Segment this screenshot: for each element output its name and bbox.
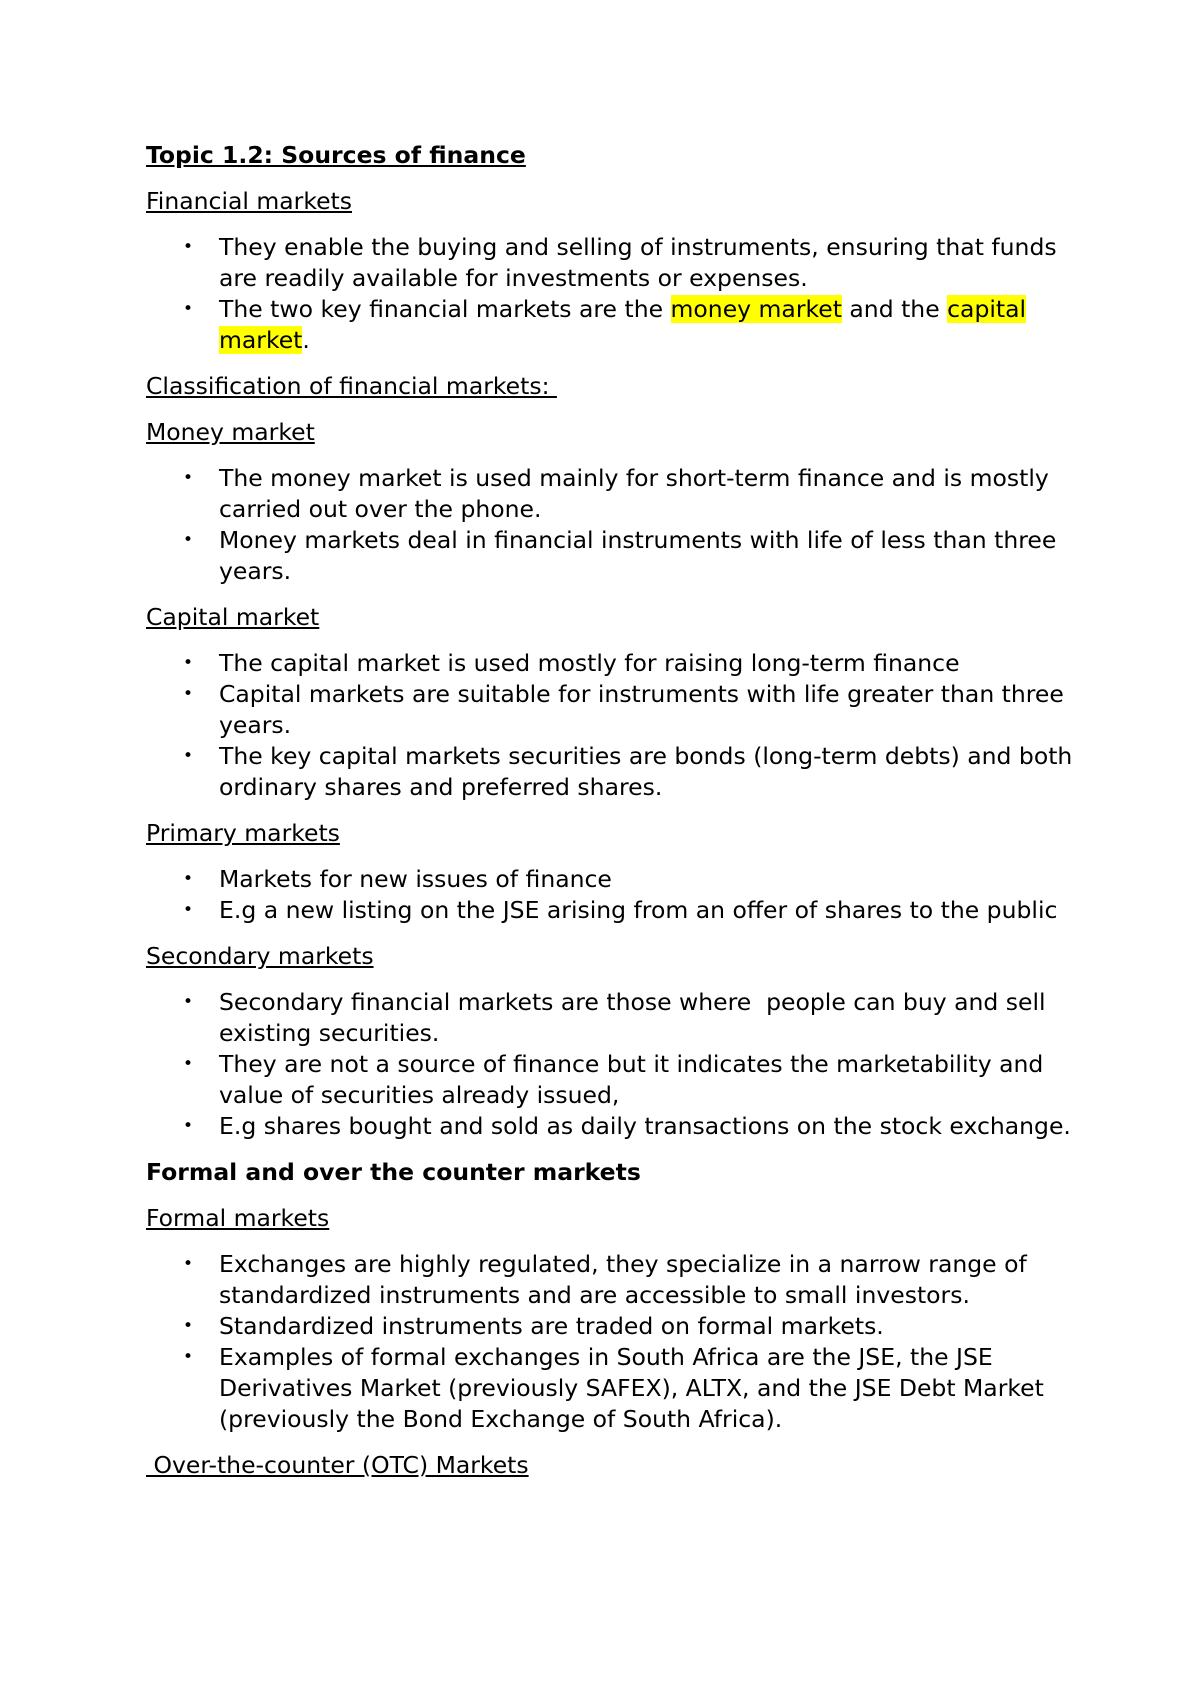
bullet-icon: • <box>183 530 194 550</box>
bullet-list-primary-markets <box>146 864 1076 926</box>
bullet-icon: • <box>183 1116 194 1136</box>
bullet-icon: • <box>183 1347 194 1367</box>
heading-primary-markets: Primary markets <box>146 819 340 847</box>
document-page <box>146 140 1076 1496</box>
heading-formal-otc: Formal and over the counter markets <box>146 1158 641 1186</box>
list-item: • Money markets deal in financial instruments with life of less than three years. <box>183 526 1057 585</box>
bullet-icon: • <box>183 1254 194 1274</box>
list-item: • Secondary financial markets are those where people can buy and sell existing securities. <box>183 988 1054 1047</box>
list-item: • Examples of formal exchanges in South Africa are the JSE, the JSE Derivatives Market (previously SAFEX), ALTX, and the JSE Debt Market (previously the Bond Exchange of South Africa). <box>183 1343 1044 1433</box>
bullet-list-money-market <box>146 463 1076 587</box>
bullet-icon: • <box>183 237 194 257</box>
bullet-list-formal-markets <box>146 1249 1076 1435</box>
highlight-money-market: money market <box>670 295 842 323</box>
bullet-icon: • <box>183 746 194 766</box>
list-item: • Exchanges are highly regulated, they specialize in a narrow range of standardized instruments and are accessible to small investors. <box>183 1250 1027 1309</box>
list-item: • The key capital markets securities are bonds (long-term debts) and both ordinary shares and preferred shares. <box>183 742 1073 801</box>
bullet-list-financial-markets <box>146 232 1076 356</box>
bullet-icon: • <box>183 1054 194 1074</box>
bullet-icon: • <box>183 900 194 920</box>
bullet-icon: • <box>183 684 194 704</box>
list-item: • Markets for new issues of finance <box>183 865 612 893</box>
bullet-list-capital-market <box>146 648 1076 803</box>
heading-money-market: Money market <box>146 418 315 446</box>
list-item: • E.g a new listing on the JSE arising from an offer of shares to the public <box>183 896 1058 924</box>
heading-formal-markets: Formal markets <box>146 1204 330 1232</box>
list-item: • They are not a source of finance but it indicates the marketability and value of securities already issued, <box>183 1050 1044 1109</box>
list-item: • The money market is used mainly for short-term finance and is mostly carried out over the phone. <box>183 464 1049 523</box>
list-item: • Capital markets are suitable for instruments with life greater than three years. <box>183 680 1064 739</box>
bullet-icon: • <box>183 299 194 319</box>
bullet-icon: • <box>183 653 194 673</box>
highlight-capital-market: capital market <box>219 295 1027 354</box>
list-item: • They enable the buying and selling of instruments, ensuring that funds are readily available for investments or expenses. <box>183 233 1057 292</box>
heading-financial-markets: Financial markets <box>146 187 353 215</box>
heading-secondary-markets: Secondary markets <box>146 942 374 970</box>
list-item: • The capital market is used mostly for raising long-term finance <box>183 649 960 677</box>
bullet-icon: • <box>183 468 194 488</box>
document-title: Topic 1.2: Sources of finance <box>146 141 526 169</box>
bullet-icon: • <box>183 1316 194 1336</box>
bullet-icon: • <box>183 992 194 1012</box>
heading-classification: Classification of financial markets: <box>146 372 557 400</box>
heading-otc-markets: Over-the-counter (OTC) Markets <box>146 1451 529 1479</box>
list-item: • Standardized instruments are traded on formal markets. <box>183 1312 884 1340</box>
heading-capital-market: Capital market <box>146 603 320 631</box>
list-item: • E.g shares bought and sold as daily transactions on the stock exchange. <box>183 1112 1071 1140</box>
bullet-list-secondary-markets <box>146 987 1076 1142</box>
bullet-icon: • <box>183 869 194 889</box>
list-item: • The two key financial markets are the money market and the capital market. <box>183 295 1027 354</box>
